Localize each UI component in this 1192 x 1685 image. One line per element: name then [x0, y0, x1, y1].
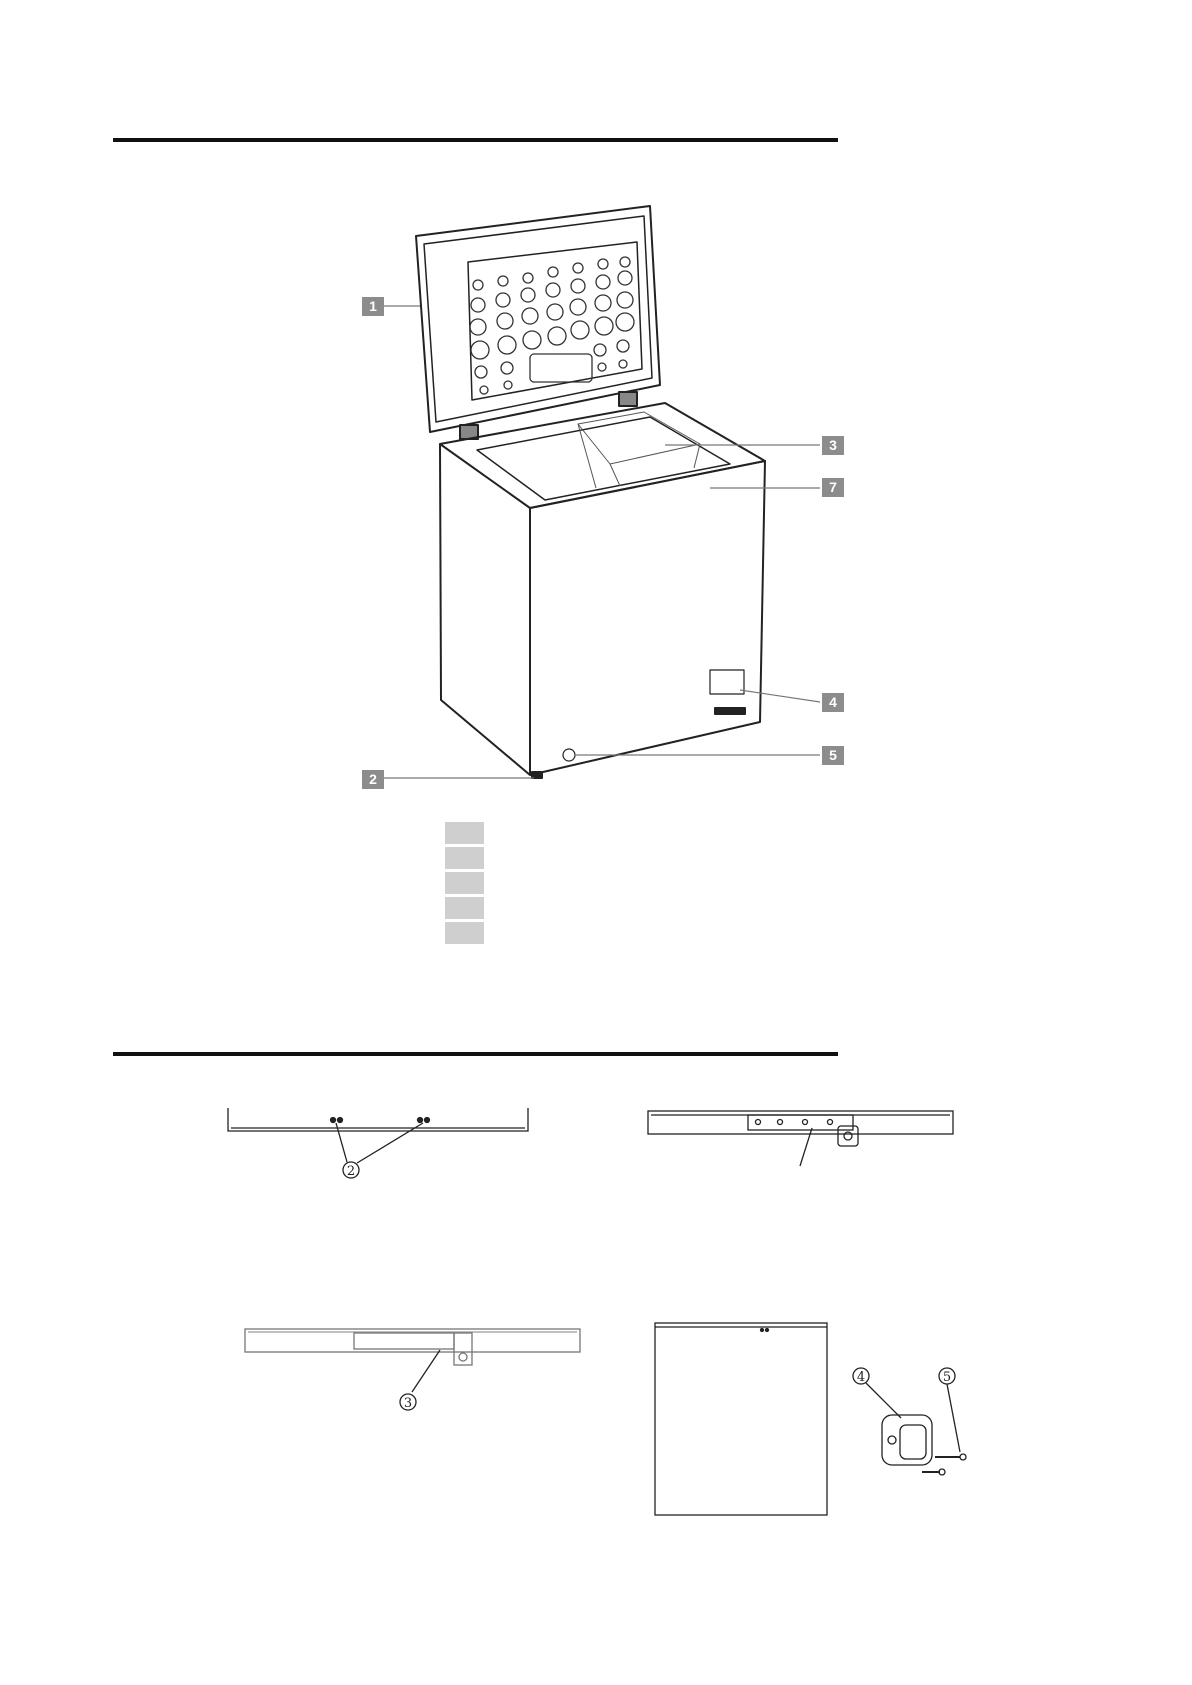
- callout-2: 2: [362, 770, 384, 789]
- diagram-number-3: 3: [403, 1396, 413, 1411]
- callout-5: 5: [822, 746, 844, 765]
- callout-3: 3: [822, 436, 844, 455]
- diagram-number-5: 5: [942, 1370, 952, 1385]
- callout-1: 1: [362, 297, 384, 316]
- diagram-number-4: 4: [856, 1370, 866, 1385]
- callout-4: 4: [822, 693, 844, 712]
- callout-7: 7: [822, 478, 844, 497]
- diagram-number-2: 2: [346, 1164, 356, 1179]
